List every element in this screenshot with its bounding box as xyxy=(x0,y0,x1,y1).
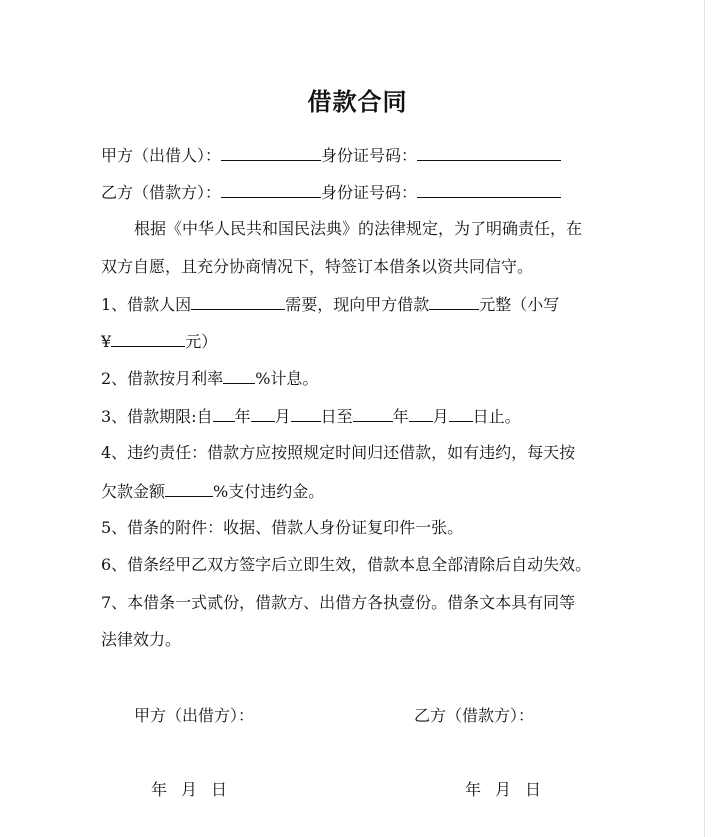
party-b-id-blank xyxy=(417,181,561,198)
clause-1-line-2 xyxy=(101,330,217,353)
clause-7-line-1: 7、本借条一式贰份，借款方、出借方各执壹份。借条文本具有同等 xyxy=(101,593,576,612)
page-edge-divider xyxy=(704,0,705,837)
clause-2-line xyxy=(101,367,318,390)
party-a-signature-label: 甲方（出借方）： xyxy=(134,706,255,725)
party-b-line xyxy=(101,181,561,204)
yuan-sign: ¥ xyxy=(101,332,112,351)
interest-rate-blank xyxy=(223,367,255,384)
document-title: 借款合同 xyxy=(307,87,408,116)
clause-3-end-year-label: 年 xyxy=(392,407,409,426)
party-b-date xyxy=(465,779,541,801)
clause-2-text-b: %计息。 xyxy=(255,369,319,388)
clause-3-month-label: 月 xyxy=(274,407,291,426)
clause-1-amount-blank xyxy=(429,293,479,310)
start-day-blank xyxy=(291,405,321,422)
clause-3-text-a: 3、借款期限:自 xyxy=(101,407,213,426)
start-month-blank xyxy=(251,405,275,422)
party-a-date xyxy=(151,779,227,801)
clause-3-year-label: 年 xyxy=(234,407,251,426)
party-b-date-month: 月 xyxy=(495,780,512,799)
clause-1-text-a: 1、借款人因 xyxy=(101,295,192,314)
clause-2-text-a: 2、借款按月利率 xyxy=(101,369,224,388)
party-b-signature-label: 乙方（借款方）： xyxy=(414,706,535,725)
clause-5-line: 5、借条的附件：收据、借款人身份证复印件一张。 xyxy=(101,518,464,537)
clause-3-day-to-label: 日至 xyxy=(320,407,353,426)
party-a-id-blank xyxy=(417,144,561,161)
intro-line-1: 根据《中华人民共和国民法典》的法律规定，为了明确责任，在 xyxy=(134,219,583,238)
clause-1-reason-blank xyxy=(191,293,285,310)
clause-3-end-month-label: 月 xyxy=(432,407,449,426)
party-a-date-year: 年 xyxy=(151,780,168,799)
party-b-name-blank xyxy=(221,181,321,198)
party-a-date-month: 月 xyxy=(181,780,198,799)
party-a-date-day: 日 xyxy=(211,780,228,799)
clause-4-text-a: 欠款金额 xyxy=(101,482,166,501)
intro-line-2: 双方自愿，且充分协商情况下，特签订本借条以资共同信守。 xyxy=(101,257,534,276)
clause-1-text-b: 需要，现向甲方借款 xyxy=(285,295,430,314)
clause-1-text-c: 元整（小写 xyxy=(479,295,560,314)
penalty-rate-blank xyxy=(165,480,213,497)
end-month-blank xyxy=(409,405,433,422)
end-day-blank xyxy=(449,405,473,422)
clause-1-line-1 xyxy=(101,293,559,316)
party-b-date-year: 年 xyxy=(465,780,482,799)
clause-4-line-1: 4、违约责任：借款方应按照规定时间归还借款，如有违约，每天按 xyxy=(101,443,576,462)
party-a-line xyxy=(101,144,561,167)
clause-3-end-day-label: 日止。 xyxy=(472,407,521,426)
party-a-name-blank xyxy=(221,144,321,161)
party-b-label: 乙方（借款方）： xyxy=(101,183,222,202)
party-a-id-label: 身份证号码： xyxy=(321,146,418,165)
clause-7-line-2: 法律效力。 xyxy=(101,630,182,649)
start-year-blank xyxy=(213,405,235,422)
clause-1-figure-blank xyxy=(111,330,185,347)
end-year-blank xyxy=(353,405,393,422)
clause-4-line-2 xyxy=(101,480,324,503)
clause-3-line xyxy=(101,405,521,428)
clause-4-text-b: %支付违约金。 xyxy=(213,482,325,501)
party-a-label: 甲方（出借人）： xyxy=(101,146,222,165)
clause-1-text-e: 元） xyxy=(185,332,218,351)
party-b-id-label: 身份证号码： xyxy=(321,183,418,202)
clause-6-line: 6、借条经甲乙双方签字后立即生效，借款本息全部清除后自动失效。 xyxy=(101,555,592,574)
party-b-date-day: 日 xyxy=(525,780,542,799)
